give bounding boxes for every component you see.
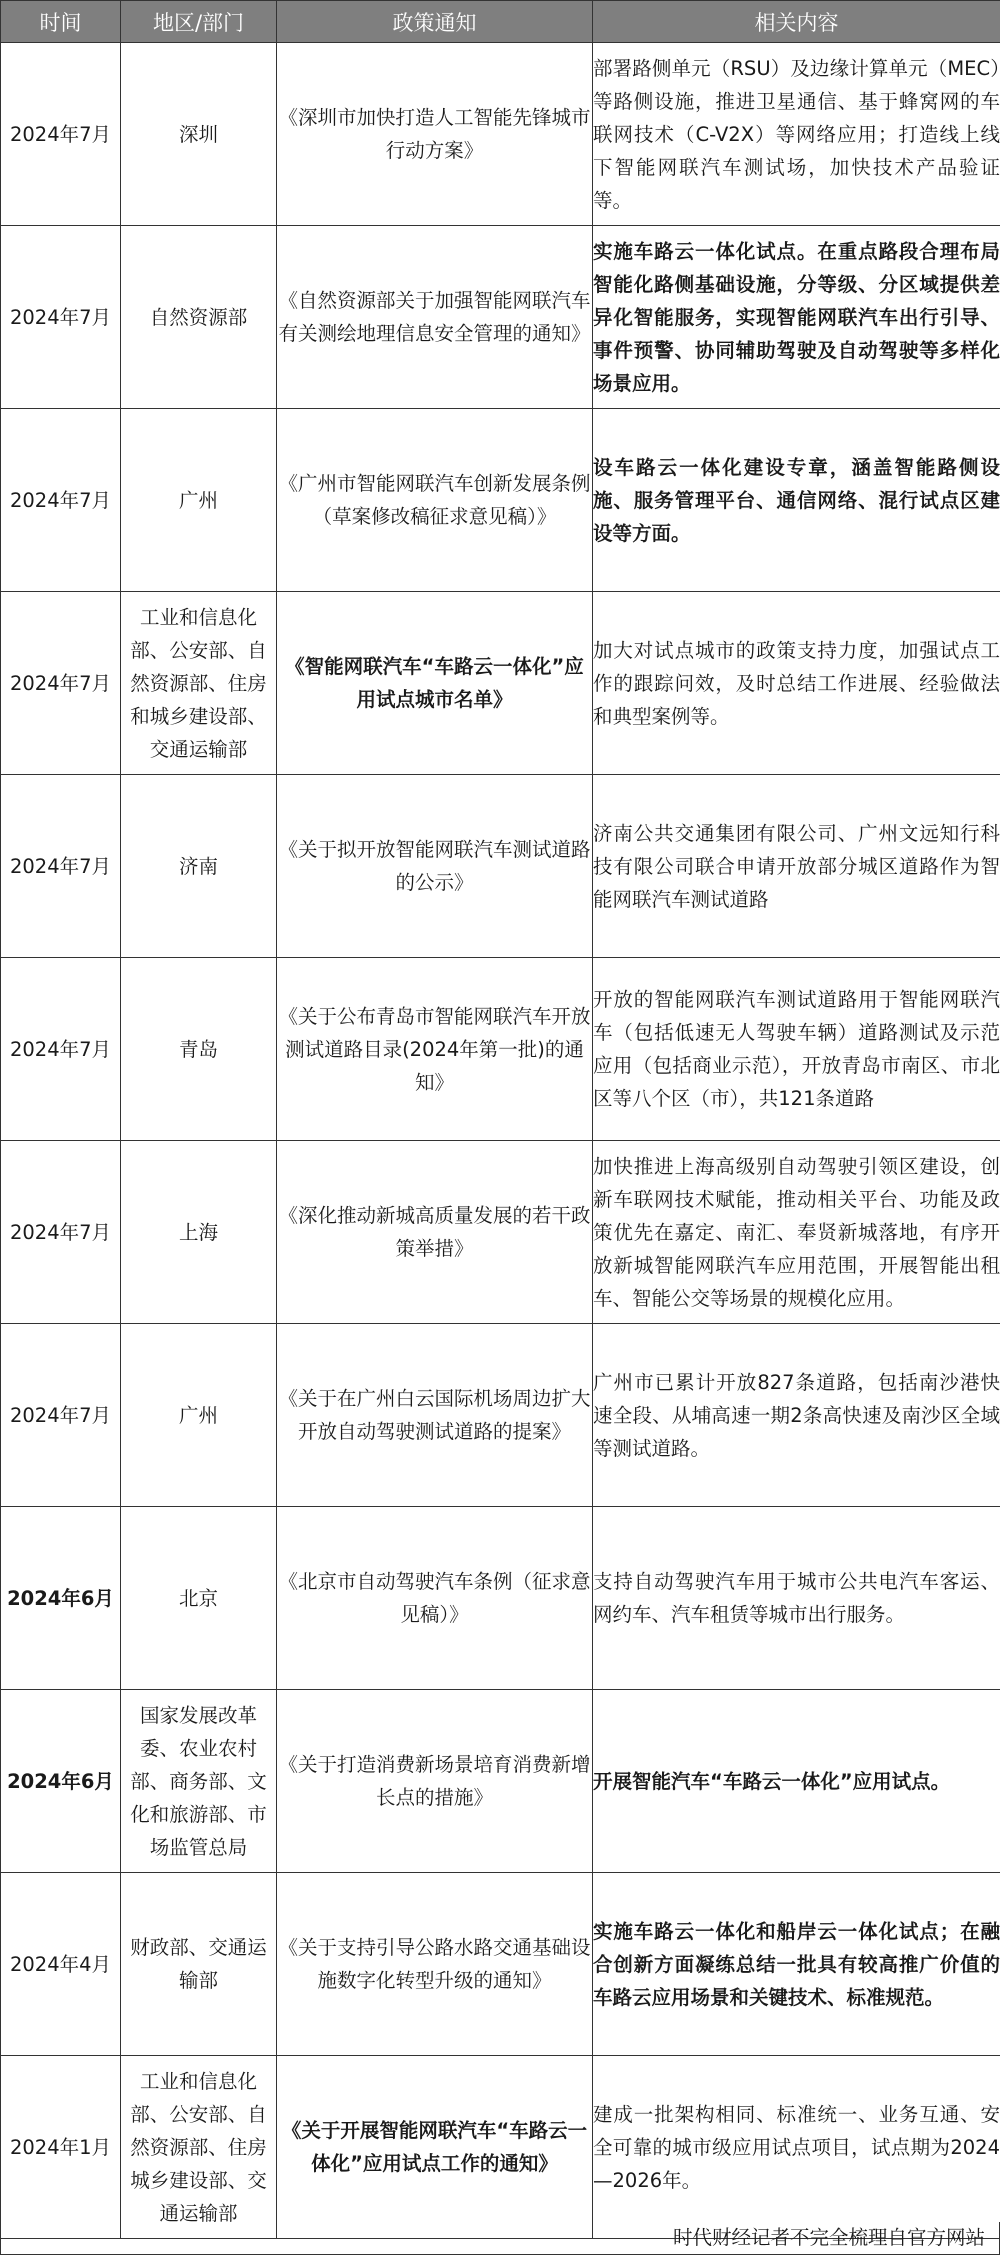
cell-content: 设车路云一体化建设专章，涵盖智能路侧设施、服务管理平台、通信网络、混行试点区建设等方面。 <box>593 409 1000 592</box>
cell-notice: 《关于打造消费新场景培育消费新增长点的措施》 <box>277 1690 593 1873</box>
table-row <box>1 958 1000 1141</box>
cell-time: 2024年6月 <box>1 1690 121 1873</box>
cell-region: 深圳 <box>121 43 277 226</box>
table-row <box>1 409 1000 592</box>
cell-time: 2024年7月 <box>1 958 121 1141</box>
cell-content: 部署路侧单元（RSU）及边缘计算单元（MEC）等路侧设施，推进卫星通信、基于蜂窝网的车联网技术（C-V2X）等网络应用；打造线上线下智能网联汽车测试场，加快技术产品验证等。 <box>593 43 1000 226</box>
cell-notice: 《深圳市加快打造人工智能先锋城市行动方案》 <box>277 43 593 226</box>
cell-content: 实施车路云一体化和船岸云一体化试点；在融合创新方面凝练总结一批具有较高推广价值的车路云应用场景和关键技术、标准规范。 <box>593 1873 1000 2056</box>
header-row <box>1 1 1000 43</box>
header-content: 相关内容 <box>593 1 1000 43</box>
table-row <box>1 1873 1000 2056</box>
cell-region: 工业和信息化部、公安部、自然资源部、住房和城乡建设部、交通运输部 <box>121 592 277 775</box>
cell-time: 2024年7月 <box>1 1324 121 1507</box>
cell-notice: 《北京市自动驾驶汽车条例（征求意见稿）》 <box>277 1507 593 1690</box>
cell-content: 实施车路云一体化试点。在重点路段合理布局智能化路侧基础设施，分等级、分区域提供差异化智能服务，实现智能网联汽车出行引导、事件预警、协同辅助驾驶及自动驾驶等多样化场景应用。 <box>593 226 1000 409</box>
cell-notice: 《关于拟开放智能网联汽车测试道路的公示》 <box>277 775 593 958</box>
cell-content: 支持自动驾驶汽车用于城市公共电汽车客运、网约车、汽车租赁等城市出行服务。 <box>593 1507 1000 1690</box>
cell-content: 建成一批架构相同、标准统一、业务互通、安全可靠的城市级应用试点项目，试点期为2024—2026年。 <box>593 2056 1000 2239</box>
table-row <box>1 43 1000 226</box>
cell-notice: 《广州市智能网联汽车创新发展条例（草案修改稿征求意见稿）》 <box>277 409 593 592</box>
cell-time: 2024年4月 <box>1 1873 121 2056</box>
table-row <box>1 226 1000 409</box>
cell-time: 2024年7月 <box>1 775 121 958</box>
table-row <box>1 592 1000 775</box>
cell-time: 2024年7月 <box>1 43 121 226</box>
cell-content: 加快推进上海高级别自动驾驶引领区建设，创新车联网技术赋能，推动相关平台、功能及政策优先在嘉定、南汇、奉贤新城落地，有序开放新城智能网联汽车应用范围，开展智能出租车、智能公交等场景的规模化应用。 <box>593 1141 1000 1324</box>
cell-content: 开展智能汽车“车路云一体化”应用试点。 <box>593 1690 1000 1873</box>
cell-notice: 《关于公布青岛市智能网联汽车开放测试道路目录(2024年第一批)的通知》 <box>277 958 593 1141</box>
cell-region: 青岛 <box>121 958 277 1141</box>
table-row <box>1 1141 1000 1324</box>
cell-content: 加大对试点城市的政策支持力度，加强试点工作的跟踪问效，及时总结工作进展、经验做法和典型案例等。 <box>593 592 1000 775</box>
cell-time: 2024年7月 <box>1 226 121 409</box>
cell-time: 2024年7月 <box>1 1141 121 1324</box>
cell-region: 上海 <box>121 1141 277 1324</box>
cell-region: 工业和信息化部、公安部、自然资源部、住房城乡建设部、交通运输部 <box>121 2056 277 2239</box>
table-row <box>1 1324 1000 1507</box>
cell-content: 广州市已累计开放827条道路，包括南沙港快速全段、从埔高速一期2条高快速及南沙区全域等测试道路。 <box>593 1324 1000 1507</box>
cell-notice: 《关于开展智能网联汽车“车路云一体化”应用试点工作的通知》 <box>277 2056 593 2239</box>
cell-notice: 《关于支持引导公路水路交通基础设施数字化转型升级的通知》 <box>277 1873 593 2056</box>
cell-time: 2024年7月 <box>1 409 121 592</box>
source-note: 时代财经记者不完全梳理自官方网站 <box>672 2226 985 2249</box>
cell-notice: 《智能网联汽车“车路云一体化”应用试点城市名单》 <box>277 592 593 775</box>
cell-time: 2024年6月 <box>1 1507 121 1690</box>
cell-region: 自然资源部 <box>121 226 277 409</box>
header-time: 时间 <box>1 1 121 43</box>
cell-region: 广州 <box>121 409 277 592</box>
cell-region: 北京 <box>121 1507 277 1690</box>
cell-region: 财政部、交通运输部 <box>121 1873 277 2056</box>
table-row <box>1 2056 1000 2239</box>
cell-content: 开放的智能网联汽车测试道路用于智能网联汽车（包括低速无人驾驶车辆）道路测试及示范应用（包括商业示范），开放青岛市南区、市北区等八个区（市），共121条道路 <box>593 958 1000 1141</box>
cell-region: 济南 <box>121 775 277 958</box>
cell-region: 国家发展改革委、农业农村部、商务部、文化和旅游部、市场监管总局 <box>121 1690 277 1873</box>
header-notice: 政策通知 <box>277 1 593 43</box>
cell-time: 2024年7月 <box>1 592 121 775</box>
table-row <box>1 1507 1000 1690</box>
cell-region: 广州 <box>121 1324 277 1507</box>
cell-time: 2024年1月 <box>1 2056 121 2239</box>
table-row <box>1 775 1000 958</box>
cell-notice: 《自然资源部关于加强智能网联汽车有关测绘地理信息安全管理的通知》 <box>277 226 593 409</box>
cell-notice: 《深化推动新城高质量发展的若干政策举措》 <box>277 1141 593 1324</box>
cell-content: 济南公共交通集团有限公司、广州文远知行科技有限公司联合申请开放部分城区道路作为智能网联汽车测试道路 <box>593 775 1000 958</box>
cell-notice: 《关于在广州白云国际机场周边扩大开放自动驾驶测试道路的提案》 <box>277 1324 593 1507</box>
header-region: 地区/部门 <box>121 1 277 43</box>
source-footer <box>0 2222 1000 2255</box>
table-row <box>1 1690 1000 1873</box>
